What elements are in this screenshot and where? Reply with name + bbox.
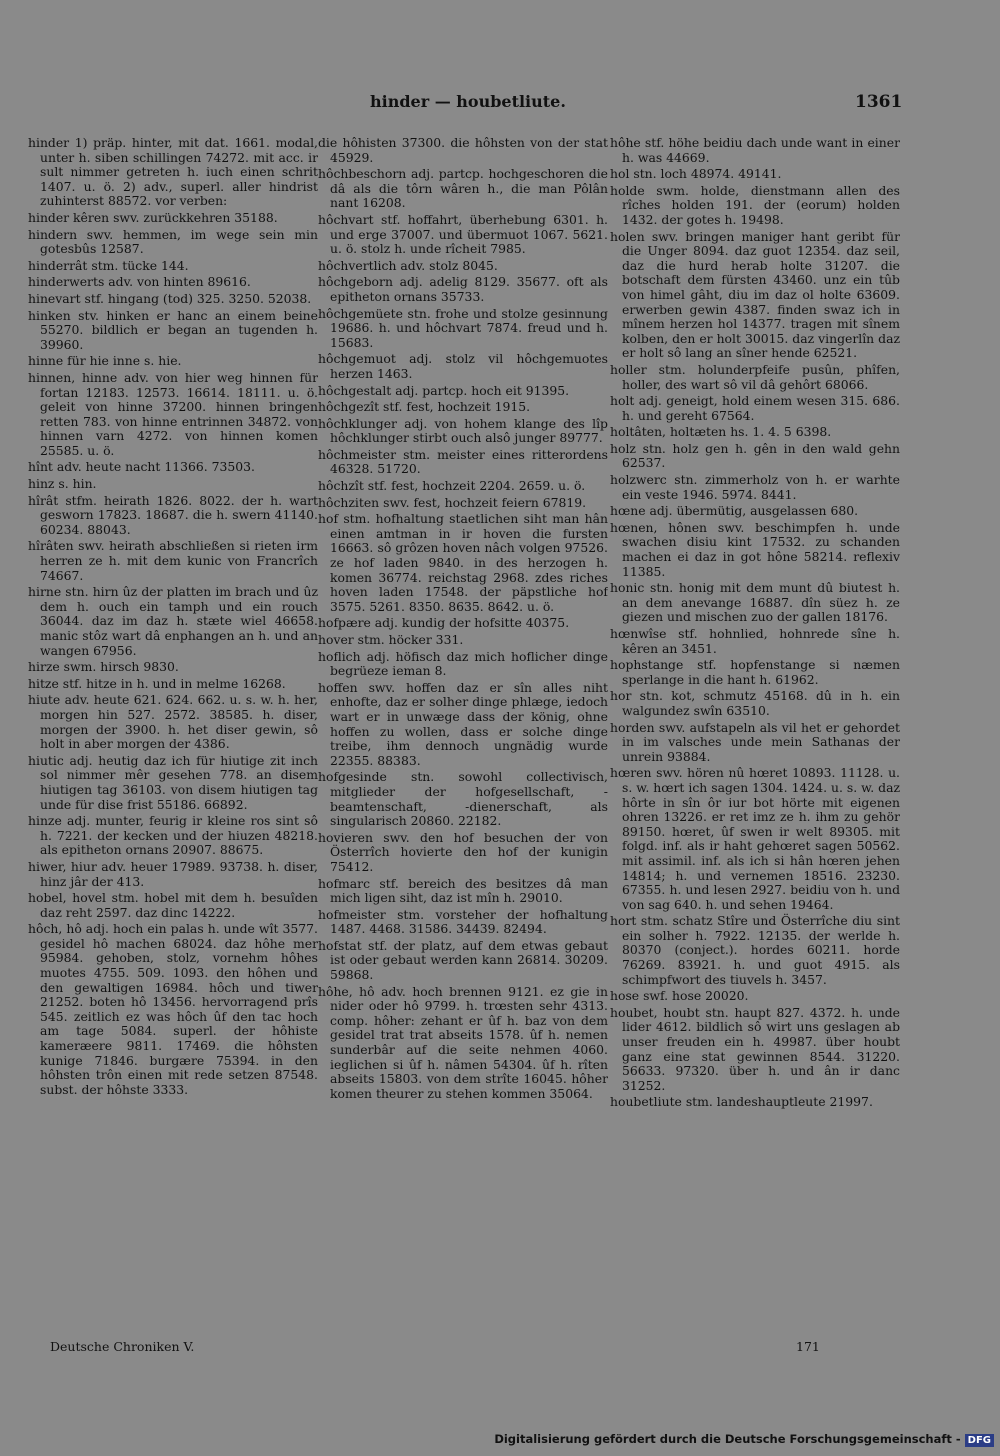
dictionary-entry: hœren swv. hören nû hœret 10893. 11128. u. s. w. hœrt ich sagen 1304. 1424. u. s. w. daz hôrte in sîn ôr iur bot hörte mit eigenen ohren 13226. er ret imz ze h. ihm zu gehör 89150. hœret, ûf swen ir welt 89305. mit folgd. inf. als ir haht gehœret sagen 50562. mit assimil. inf. als ich si hân hœren jehen 14814; h. und vernemen 18516. 23230. 67355. h. und lesen 2927. beidiu von h. und von sag 640. h. und sehen 19464.	[610, 765, 900, 912]
column-3	[610, 136, 900, 1336]
signature-mark: 171	[796, 1339, 820, 1354]
dictionary-entry: hôchgeborn adj. adelig 8129. 35677. oft als epitheton ornans 35733.	[318, 274, 608, 304]
dictionary-entry: hôchmeister stm. meister eines ritterordens 46328. 51720.	[318, 446, 608, 477]
dictionary-entry: holt adj. geneigt, hold einem wesen 315. 686. h. und gereht 67564.	[610, 393, 900, 423]
dictionary-entry: die hôhisten 37300. die hôhsten von der stat 45929.	[318, 136, 608, 165]
dictionary-entry: honic stn. honig mit dem munt dû biutest h. an dem anevange 16887. dîn süez h. ze giezen und mischen zuo der gallen 18176.	[610, 580, 900, 625]
dictionary-entry: hôchgestalt adj. partcp. hoch eit 91395.	[318, 382, 570, 398]
dictionary-entry: hof stm. hofhaltung staetlichen siht man hân einen amtman in ir hoven die fursten 16663. sô grôzen hoven nâch volgen 97526. ze hof laden 9840. in des herzogen h. komen 36774. reichstag 2968. zdes riches hoven laden 17548. der päpstliche hof 3575. 5261. 8350. 8635. 8642. u. ö.	[318, 511, 608, 614]
column-1	[28, 136, 318, 1336]
dictionary-entry: hôchbeschorn adj. partcp. hochgeschoren die dâ als die tôrn wâren h., die man Pôlân nant 16208.	[318, 166, 608, 211]
dictionary-entry: hôhe, hô adv. hoch brennen 9121. ez gie in nider oder hô 9799. h. trœsten sehr 4313. comp. hôher: zehant er ûf h. baz von dem gesidel trat trat abseits 1578. ûf h. nemen sunderbâr auf die seite nehmen 4060. ieglichen si ûf h. nâmen 54304. ûf h. rîten abseits 15803. von dem strîte 16045. hôher komen theurer zu stehen kommen 35064.	[318, 983, 608, 1101]
dictionary-entry: hose swf. hose 20020.	[610, 988, 749, 1004]
dictionary-entry: hœnen, hônen swv. beschimpfen h. unde swachen disiu kint 17532. zu schanden machen ei daz in got hône 58214. reflexiv 11385.	[610, 519, 900, 579]
dictionary-entry: hiute adv. heute 621. 624. 662. u. s. w. h. her, morgen hin 527. 2572. 38585. h. diser, morgen der 3900. h. het diser gewin, sô holt in aber morgen der 4386.	[28, 692, 318, 752]
dictionary-entry: houbet, houbt stn. haupt 827. 4372. h. unde lider 4612. bildlich sô wirt uns geslagen ab unser freuden ein h. 49987. über houbt ganz eine stat gewinnen 8544. 31220. 56633. 97320. über h. und ân ir danc 31252.	[610, 1004, 900, 1093]
dictionary-entry: hôchgemuot adj. stolz vil hôchgemuotes herzen 1463.	[318, 351, 608, 381]
digitization-text: Digitalisierung gefördert durch die Deutsche Forschungsgemeinschaft -	[494, 1432, 961, 1446]
dictionary-entry: hôchvertlich adv. stolz 8045.	[318, 257, 498, 273]
dictionary-entry: hirze swm. hirsch 9830.	[28, 659, 179, 675]
dictionary-entry: hofmeister stm. vorsteher der hofhaltung 1487. 4468. 31586. 34439. 82494.	[318, 906, 608, 937]
dictionary-entry: hînt adv. heute nacht 11366. 73503.	[28, 459, 255, 475]
dictionary-entry: hophstange stf. hopfenstange si næmen sperlange in die hant h. 61962.	[610, 657, 900, 687]
dictionary-entry: holtâten, holtæten hs. 1. 4. 5 6398.	[610, 424, 832, 440]
dictionary-entry: hinz s. hin.	[28, 476, 97, 492]
dictionary-entry: holzwerc stn. zimmerholz von h. er warhte ein veste 1946. 5974. 8441.	[610, 472, 900, 502]
running-title: hinder — houbetliute.	[370, 92, 566, 111]
dictionary-entry: hœnwîse stf. hohnlied, hohnrede sîne h. kêren an 3451.	[610, 626, 900, 656]
dictionary-entry: hôchklunger adj. von hohem klange des lîp hôchklunger stirbt ouch alsô junger 89777.	[318, 415, 608, 446]
dictionary-entry: hort stm. schatz Stîre und Österrîche diu sint ein solher h. 7922. 12135. der werlde h. 80370 (conject.). hordes 60211. horde 76269. 83921. h. und guot 4915. als schimpfwort des tiuvels h. 3457.	[610, 913, 900, 987]
dictionary-entry: hitze stf. hitze in h. und in melme 16268.	[28, 675, 286, 691]
digitization-note	[494, 1432, 994, 1447]
dictionary-entry: hinder kêren swv. zurückkehren 35188.	[28, 209, 278, 225]
dictionary-entry: hindern swv. hemmen, im wege sein min gotesbûs 12587.	[28, 226, 318, 257]
dictionary-entry: hiutic adj. heutig daz ich für hiutige zit inch sol nimmer mêr gesehen 778. an disem hiutigen tag 36103. von disem hiutigen tag unde für dise frist 55186. 66892.	[28, 752, 318, 812]
page-header	[0, 92, 1000, 116]
dictionary-entry: hinderwerts adv. von hinten 89616.	[28, 274, 251, 290]
dictionary-entry: hinnen, hinne adv. von hier weg hinnen für fortan 12183. 12573. 16614. 18111. u. ö. geleit von hinne 37200. hinnen bringen retten 783. von hinne entrinnen 34872. von hinnen varn 4272. von hinnen komen 25585. u. ö.	[28, 369, 318, 458]
dictionary-entry: hoffen swv. hoffen daz er sîn alles niht enhofte, daz er solher dinge phlæge, iedoch wart er in unwæge dass der könig, ohne hoffen zu wollen, dass er solche dinge treibe, ihm dennoch ungnädig wurde 22355. 88383.	[318, 679, 608, 768]
column-2	[318, 136, 608, 1336]
dictionary-entry: hîrâten swv. heirath abschließen si rieten irm herren ze h. mit dem kunic von Francrîch 74667.	[28, 538, 318, 583]
dictionary-entry: houbetliute stm. landeshauptleute 21997.	[610, 1094, 873, 1110]
dictionary-entry: hofpære adj. kundig der hofsitte 40375.	[318, 615, 570, 631]
dictionary-entry: hinne für hie inne s. hie.	[28, 353, 182, 369]
dictionary-entry: hiwer, hiur adv. heuer 17989. 93738. h. diser, hinz jâr der 413.	[28, 858, 318, 889]
dictionary-entry: holz stn. holz gen h. gên in den wald gehn 62537.	[610, 440, 900, 471]
dictionary-entry: hover stm. höcker 331.	[318, 632, 464, 647]
dictionary-entry: hœne adj. übermütig, ausgelassen 680.	[610, 503, 859, 519]
dictionary-entry: hofmarc stf. bereich des besitzes dâ man mich ligen siht, daz ist mîn h. 29010.	[318, 875, 608, 906]
dictionary-entry: hôchziten swv. fest, hochzeit feiern 67819.	[318, 494, 587, 510]
page-number: 1361	[855, 92, 903, 112]
dictionary-entry: hîrât stfm. heirath 1826. 8022. der h. wart gesworn 17823. 18687. die h. swern 41140. 60234. 88043.	[28, 492, 318, 537]
dictionary-entry: hirne stn. hirn ûz der platten im brach und ûz dem h. ouch ein tamph und ein rouch 36044. daz im daz h. stæte wiel 46658. manic stôz wart dâ enphangen an h. und an wangen 67956.	[28, 584, 318, 658]
dictionary-entry: holen swv. bringen maniger hant geribt für die Unger 8094. daz guot 12354. daz seil, daz die hurd herab holte 31207. die botschaft dem fürsten 43460. unz ein tûb von himel gâht, diu im daz ol holte 63609. erwerben gewin 4387. finden swaz ich in mînem herzen hol 14377. tragen mit sînem kolben, den er holt 30015. daz vingerlîn daz er holt sô lang an sîner hende 62521.	[610, 228, 900, 361]
dictionary-entry: hobel, hovel stm. hobel mit dem h. besuîden daz reht 2597. daz dinc 14222.	[28, 890, 318, 920]
dictionary-entry: holde swm. holde, dienstmann allen des rîches holden 191. der (eorum) holden 1432. der gotes h. 19498.	[610, 182, 900, 227]
dictionary-entry: hôchzît stf. fest, hochzeit 2204. 2659. u. ö.	[318, 478, 586, 494]
dictionary-entry: holler stm. holunderpfeife pusûn, phîfen, holler, des wart sô vil dâ gehôrt 68066.	[610, 361, 900, 392]
dictionary-entry: hinder 1) präp. hinter, mit dat. 1661. modal, unter h. siben schillingen 74272. mit acc. ir sult nimmer getreten h. iuch einen schrit 1407. u. ö. 2) adv., superl. aller hindrist zuhinterst 88572. vor verben:	[28, 136, 318, 209]
dictionary-entry: hofstat stf. der platz, auf dem etwas gebaut ist oder gebaut werden kann 26814. 30209. 59868.	[318, 937, 608, 983]
dictionary-entry: hôchgemüete stn. frohe und stolze gesinnung 19686. h. und hôchvart 7874. freud und h. 15683.	[318, 305, 608, 350]
dictionary-entry: hinderrât stm. tücke 144.	[28, 257, 189, 273]
dictionary-entry: horden swv. aufstapeln als vil het er gehordet in im valsches unde mein Sathanas der unrein 93884.	[610, 719, 900, 764]
dictionary-entry: hôch, hô adj. hoch ein palas h. unde wît 3577. gesidel hô machen 68024. daz hôhe mer 95984. gehoben, stolz, vornehm hôhes muotes 4755. 509. 1093. den hôhen und den gewaltigen 16984. hôch und tiwer 21252. boten hô 13456. hervorragend prîs 545. zeitlich ez was hôch ûf den tac hoch am tage 5084. superl. der hôhiste kameræere 9811. 17469. die hôhsten kunige 71846. burgære 75394. in den hôhsten trôn einen mit rede setzen 87548. subst. der hôhste 3333.	[28, 921, 318, 1097]
dictionary-entry: hovieren swv. den hof besuchen der von Österrîch hovierte den hof der kunigin 75412.	[318, 829, 608, 874]
dictionary-entry: hoflich adj. höfisch daz mich hoflicher dinge begrüeze ieman 8.	[318, 648, 608, 679]
dictionary-entry: hôhe stf. höhe beidiu dach unde want in einer h. was 44669.	[610, 136, 900, 165]
dictionary-entry: hofgesinde stn. sowohl collectivisch, mitglieder der hofgesellschaft, -beamtenschaft, -dienerschaft, als singularisch 20860. 22182.	[318, 769, 608, 829]
dictionary-entry: hol stn. loch 48974. 49141.	[610, 166, 782, 182]
dictionary-columns	[28, 136, 898, 1336]
dfg-logo: DFG	[965, 1434, 994, 1447]
dictionary-entry: hinken stv. hinken er hanc an einem beine 55270. bildlich er began an tugenden h. 39960.	[28, 307, 318, 352]
dictionary-entry: hôchvart stf. hoffahrt, überhebung 6301. h. und erge 37007. und übermuot 1067. 5621. u. ö. stolz h. unde rîcheit 7985.	[318, 211, 608, 257]
dictionary-entry: hor stn. kot, schmutz 45168. dû in h. ein walgundez swîn 63510.	[610, 688, 900, 718]
dictionary-entry: hinevart stf. hingang (tod) 325. 3250. 52038.	[28, 290, 312, 306]
dictionary-entry: hinze adj. munter, feurig ir kleine ros sint sô h. 7221. der kecken und der hiuzen 48218. als epitheton ornans 20907. 88675.	[28, 813, 318, 858]
dictionary-entry: hôchgezît stf. fest, hochzeit 1915.	[318, 399, 531, 415]
book-title: Deutsche Chroniken V.	[50, 1339, 195, 1354]
